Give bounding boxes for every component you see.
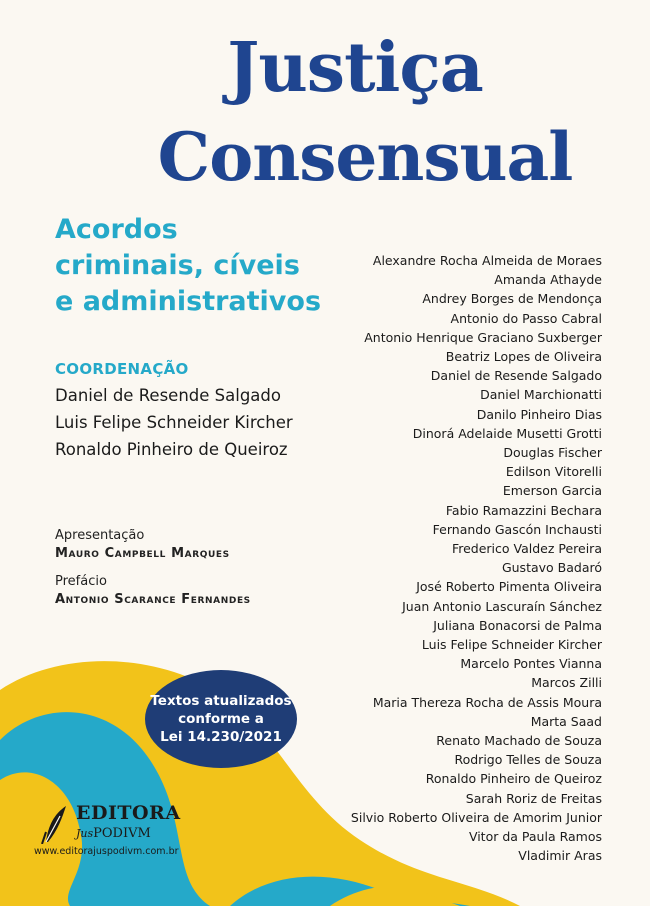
coordinators-list bbox=[55, 382, 293, 463]
author-name: Fabio Ramazzini Bechara bbox=[445, 502, 602, 518]
author-name: Marta Saad bbox=[530, 713, 602, 729]
preface-label: Prefácio bbox=[55, 574, 107, 589]
author-name: Daniel de Resende Salgado bbox=[430, 368, 602, 384]
author-name: Emerson Garcia bbox=[502, 483, 602, 499]
coordinator-name: Luis Felipe Schneider Kircher bbox=[55, 413, 293, 432]
author-name: Danilo Pinheiro Dias bbox=[476, 406, 602, 422]
author-name: Rodrigo Telles de Souza bbox=[454, 752, 602, 768]
author-name: Vitor da Paula Ramos bbox=[468, 829, 602, 845]
badge-line: Textos atualizados bbox=[150, 693, 292, 709]
author-name: José Roberto Pimenta Oliveira bbox=[416, 579, 602, 595]
author-name: Edilson Vitorelli bbox=[505, 464, 602, 480]
author-name: Ronaldo Pinheiro de Queiroz bbox=[425, 771, 602, 787]
author-name: Renato Machado de Souza bbox=[436, 733, 602, 749]
author-name: Fernando Gascón Inchausti bbox=[432, 521, 602, 537]
author-name: Amanda Athayde bbox=[494, 272, 602, 288]
author-name: Alexandre Rocha Almeida de Moraes bbox=[372, 253, 602, 268]
author-name: Sarah Roriz de Freitas bbox=[465, 790, 602, 806]
author-name: Daniel Marchionatti bbox=[480, 387, 602, 403]
update-badge bbox=[145, 670, 297, 768]
coordination-label: COORDENAÇÃO bbox=[55, 360, 189, 378]
subtitle-line: Acordos bbox=[55, 214, 178, 245]
author-name: Silvio Roberto Oliveira de Amorim Junior bbox=[350, 809, 602, 825]
subtitle-line: e administrativos bbox=[55, 286, 322, 317]
author-name: Beatriz Lopes de Oliveira bbox=[445, 349, 602, 365]
author-name: Andrey Borges de Mendonça bbox=[422, 291, 602, 307]
author-name: Antonio Henrique Graciano Suxberger bbox=[364, 329, 602, 345]
imprint-prefix: Jus bbox=[76, 827, 94, 840]
author-name: Gustavo Badaró bbox=[501, 560, 602, 576]
title-line-1: Justiça bbox=[227, 28, 483, 108]
feather-pen-icon bbox=[38, 804, 70, 844]
publisher-logo bbox=[34, 800, 204, 860]
authors-list bbox=[351, 251, 602, 866]
preface-name: Antonio Scarance Fernandes bbox=[55, 592, 251, 607]
author-name: Antonio do Passo Cabral bbox=[450, 310, 602, 326]
author-name: Vladimir Aras bbox=[518, 848, 602, 864]
presentation-label: Apresentação bbox=[55, 528, 145, 543]
author-name: Marcelo Pontes Vianna bbox=[460, 656, 602, 672]
publisher-imprint bbox=[76, 826, 151, 841]
author-name: Douglas Fischer bbox=[503, 445, 602, 461]
author-name: Dinorá Adelaide Musetti Grotti bbox=[412, 425, 602, 441]
author-name: Maria Thereza Rocha de Assis Moura bbox=[372, 694, 602, 710]
subtitle bbox=[55, 212, 375, 320]
author-name: Juliana Bonacorsi de Palma bbox=[433, 617, 602, 633]
author-name: Marcos Zilli bbox=[531, 675, 602, 691]
imprint-name: PODIVM bbox=[93, 826, 151, 841]
publisher-url: www.editorajuspodivm.com.br bbox=[34, 846, 179, 857]
author-name: Juan Antonio Lascuraín Sánchez bbox=[402, 598, 602, 614]
author-name: Luis Felipe Schneider Kircher bbox=[421, 637, 602, 653]
subtitle-line: criminais, cíveis bbox=[55, 250, 300, 281]
badge-line: Lei 14.230/2021 bbox=[160, 729, 282, 745]
badge-line: conforme a bbox=[178, 711, 264, 727]
coordinator-name: Ronaldo Pinheiro de Queiroz bbox=[55, 440, 288, 459]
coordinator-name: Daniel de Resende Salgado bbox=[55, 386, 281, 405]
publisher-name: EDITORA bbox=[76, 802, 181, 824]
title-line-2: Consensual bbox=[157, 118, 573, 196]
presentation-name: Mauro Campbell Marques bbox=[55, 546, 230, 561]
author-name: Frederico Valdez Pereira bbox=[451, 541, 602, 557]
